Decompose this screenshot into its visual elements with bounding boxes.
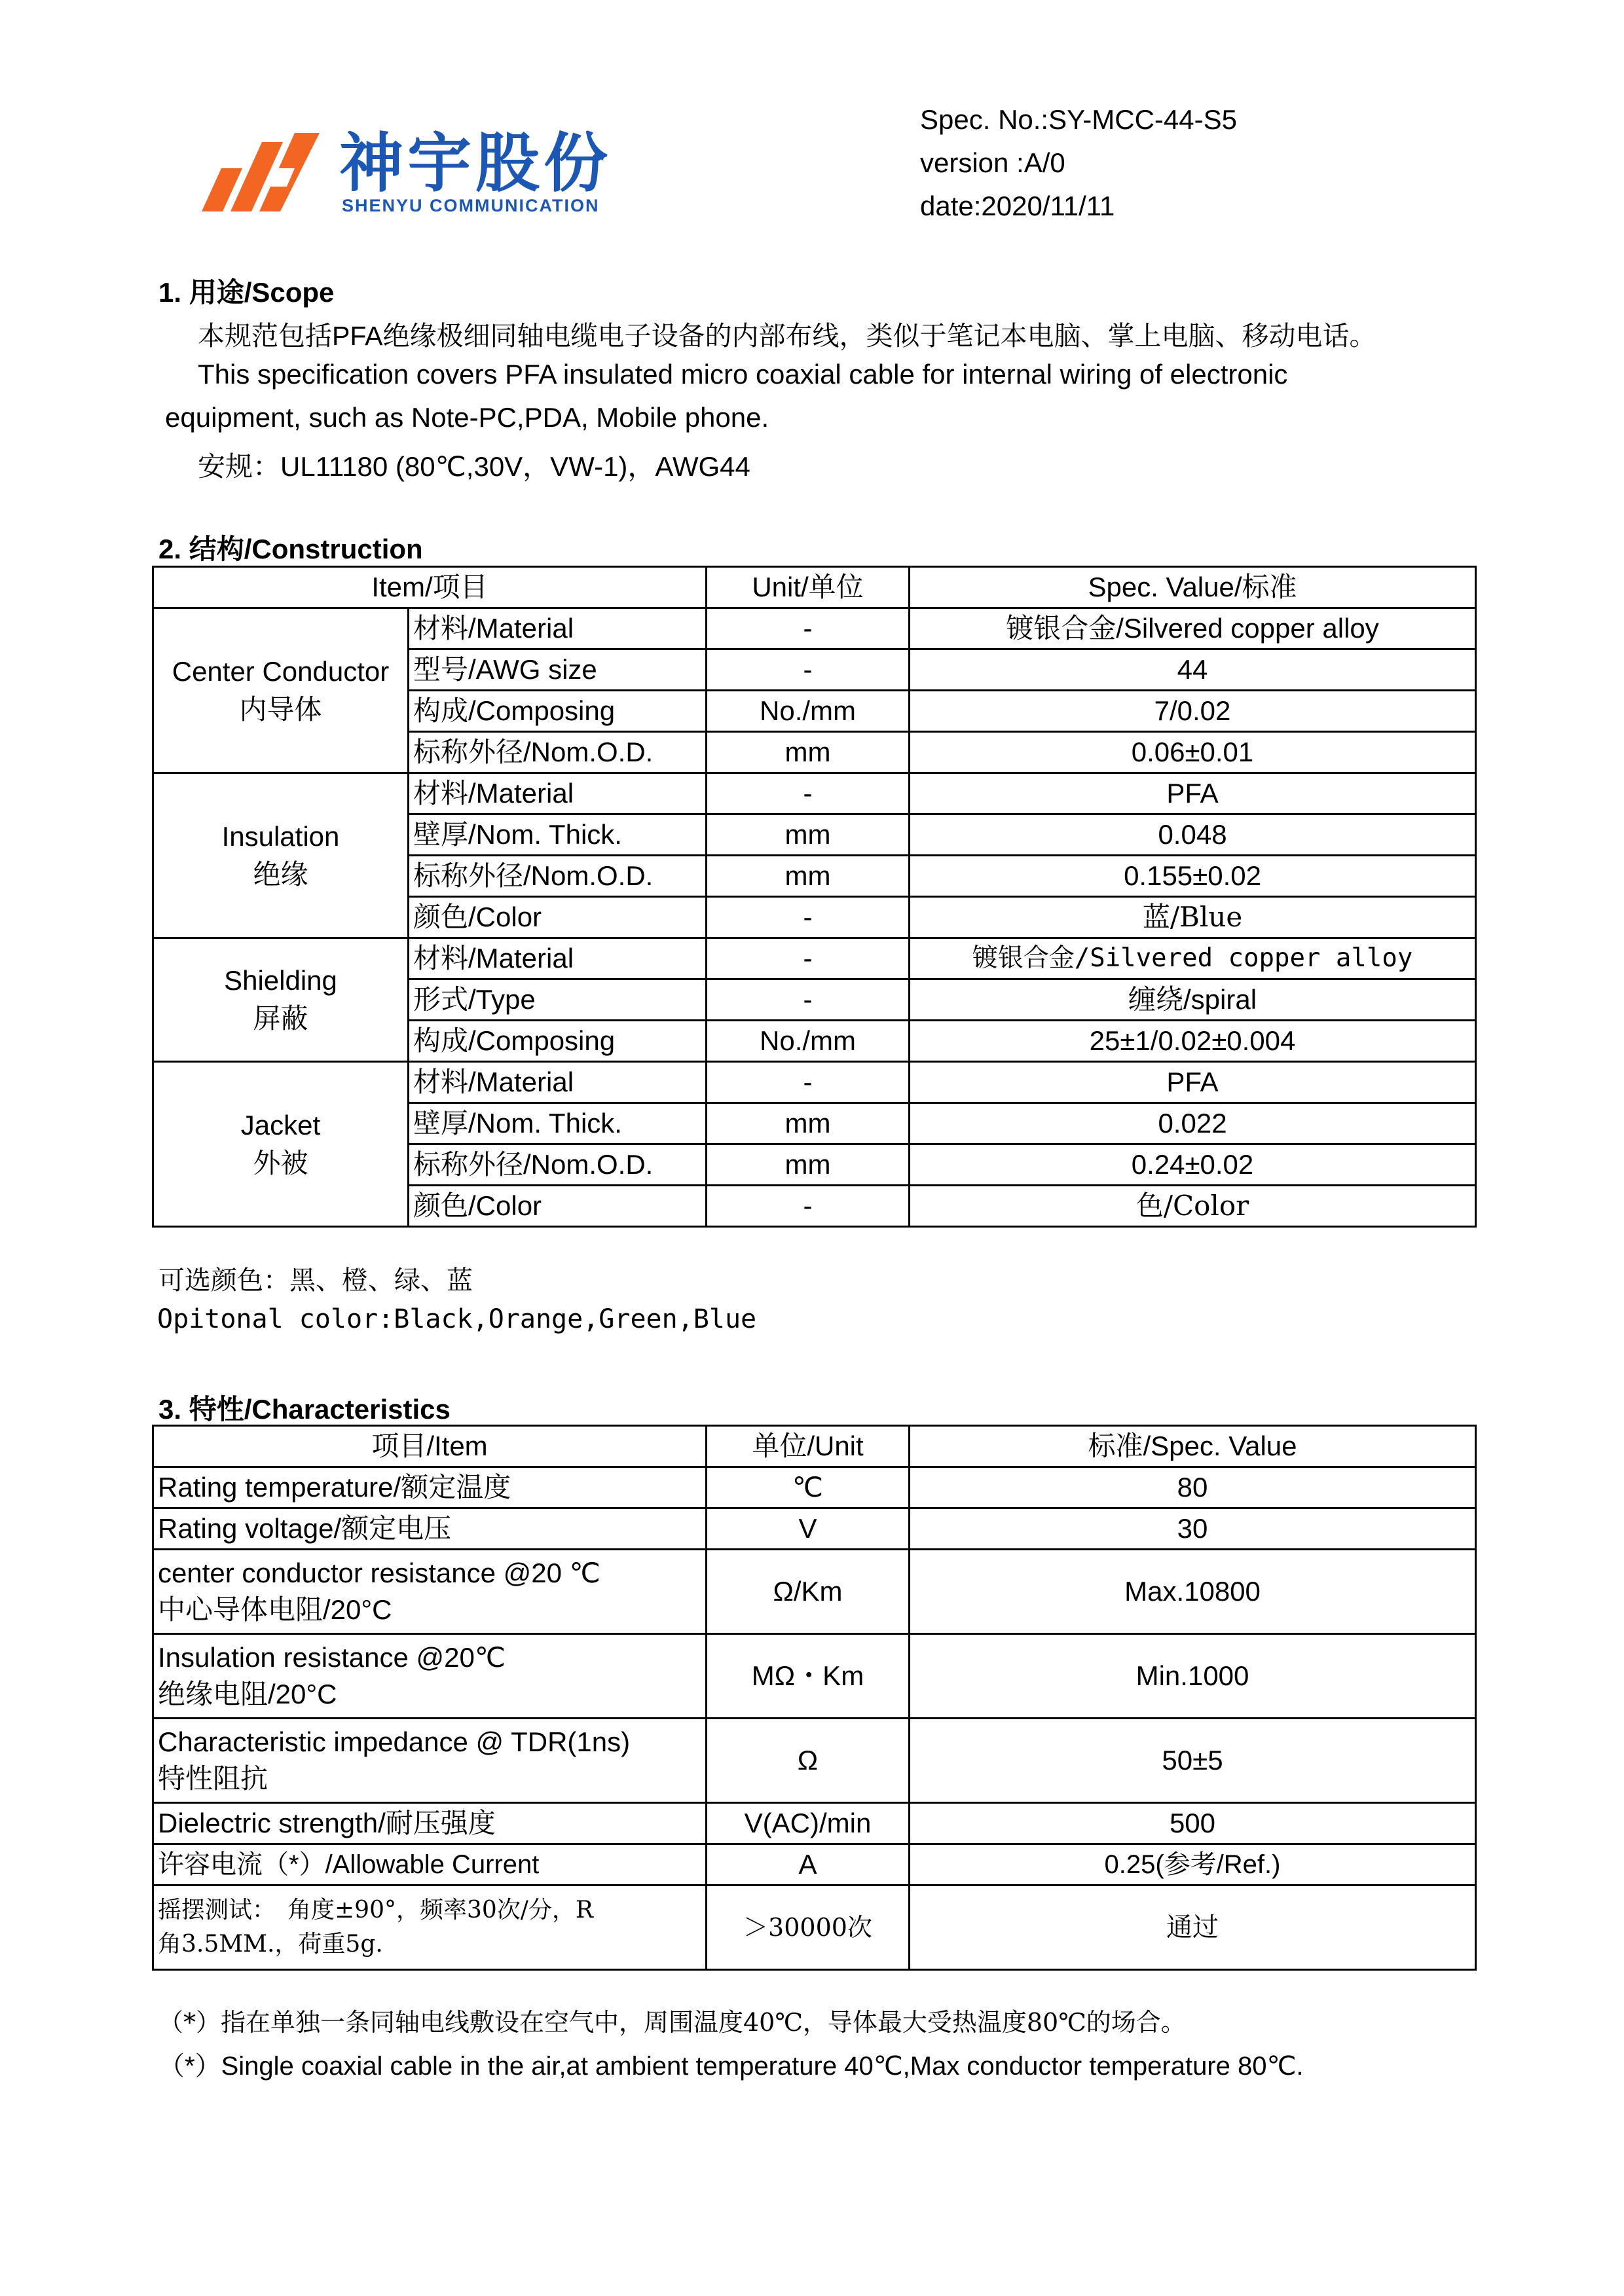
row-item: Rating voltage/额定电压 [153, 1508, 707, 1550]
table-row [153, 1467, 1476, 1508]
row-value: 0.06±0.01 [910, 732, 1476, 773]
row-unit: - [707, 1062, 910, 1103]
row-unit: ℃ [707, 1467, 910, 1508]
row-item-line-2: 特性阻抗 [158, 1763, 268, 1794]
row-value: 色/Color [910, 1186, 1476, 1227]
group-insulation [153, 773, 409, 938]
row-value: PFA [910, 1062, 1476, 1103]
header-item: 项目/Item [153, 1426, 707, 1467]
table-row [153, 1844, 1476, 1886]
row-unit: mm [707, 1144, 910, 1186]
scope-en-line-2: equipment, such as Note-PC,PDA, Mobile phone. [165, 402, 769, 433]
characteristics-title: 3. 特性/Characteristics [158, 1394, 451, 1425]
row-value: 44 [910, 649, 1476, 691]
spec-version: version :A/0 [920, 147, 1065, 178]
scope-en-line-1: This specification covers PFA insulated micro coaxial cable for internal wiring of electronic [198, 359, 1288, 390]
row-item-line-1: Insulation resistance @20℃ [158, 1642, 506, 1673]
table-row [153, 1886, 1476, 1970]
row-item [153, 1886, 707, 1970]
optional-colors-en: Opitonal color:Black,Orange,Green,Blue [157, 1304, 757, 1334]
characteristics-table [152, 1425, 1477, 1971]
row-item-line-2: 角3.5MM.，荷重5g. [158, 1931, 383, 1958]
row-value: 蓝/Blue [910, 897, 1476, 938]
row-item [153, 1719, 707, 1803]
row-value: 0.048 [910, 814, 1476, 856]
group-name-cn: 内导体 [239, 693, 322, 725]
table-row [153, 938, 1476, 979]
table-row [153, 1634, 1476, 1719]
header-unit: 单位/Unit [707, 1426, 910, 1467]
row-unit: V(AC)/min [707, 1803, 910, 1844]
row-unit: mm [707, 1103, 910, 1144]
row-item-line-1: center conductor resistance @20 ℃ [158, 1558, 600, 1588]
row-unit: Ω/Km [707, 1550, 910, 1634]
scope-title: 1. 用途/Scope [158, 277, 335, 308]
row-unit: mm [707, 856, 910, 897]
construction-table [152, 566, 1477, 1228]
header-spec: 标准/Spec. Value [910, 1426, 1476, 1467]
row-item: 构成/Composing [409, 1021, 707, 1062]
row-unit: - [707, 649, 910, 691]
row-value: 80 [910, 1467, 1476, 1508]
row-value: 0.25(参考/Ref.) [910, 1844, 1476, 1886]
table-row [153, 608, 1476, 649]
row-item: 型号/AWG size [409, 649, 707, 691]
row-item [153, 1550, 707, 1634]
header-spec: Spec. Value/标准 [910, 567, 1476, 608]
row-item: 壁厚/Nom. Thick. [409, 1103, 707, 1144]
scope-cn-line: 本规范包括PFA绝缘极细同轴电缆电子设备的内部布线，类似于笔记本电脑、掌上电脑、移动电话。 [198, 321, 1376, 351]
row-unit: No./mm [707, 1021, 910, 1062]
table-row [153, 1550, 1476, 1634]
row-value: 镀银合金/Silvered copper alloy [910, 938, 1476, 979]
row-item: 材料/Material [409, 773, 707, 814]
construction-header-row [153, 567, 1476, 608]
row-value: 30 [910, 1508, 1476, 1550]
row-item: 许容电流（*）/Allowable Current [153, 1844, 707, 1886]
characteristics-header-row [153, 1426, 1476, 1467]
spec-number: Spec. No.:SY-MCC-44-S5 [920, 104, 1237, 135]
table-row [153, 1719, 1476, 1803]
row-value: 500 [910, 1803, 1476, 1844]
row-item-line-1: Characteristic impedance @ TDR(1ns) [158, 1726, 631, 1757]
row-unit: mm [707, 814, 910, 856]
row-unit: - [707, 608, 910, 649]
row-value: 镀银合金/Silvered copper alloy [910, 608, 1476, 649]
row-item: 颜色/Color [409, 1186, 707, 1227]
table-row [153, 773, 1476, 814]
row-item: 形式/Type [409, 979, 707, 1021]
footnote-cn: （*）指在单独一条同轴电线敷设在空气中，周围温度40℃，导体最大受热温度80℃的场合。 [158, 2008, 1186, 2037]
table-row [153, 1062, 1476, 1103]
row-item: 材料/Material [409, 938, 707, 979]
brand-name-cn: 神宇股份 [339, 126, 612, 201]
row-item-line-1: 摇摆测试： 角度±90°，频率30次/分，R [158, 1897, 594, 1923]
row-item: 材料/Material [409, 608, 707, 649]
row-item: 标称外径/Nom.O.D. [409, 856, 707, 897]
row-value: 25±1/0.02±0.004 [910, 1021, 1476, 1062]
row-item: 颜色/Color [409, 897, 707, 938]
table-row [153, 1508, 1476, 1550]
row-value: 0.155±0.02 [910, 856, 1476, 897]
logo-mark-icon [196, 128, 327, 219]
group-name-en: Shielding [224, 965, 337, 996]
row-unit: - [707, 938, 910, 979]
group-name-en: Jacket [240, 1109, 321, 1140]
row-value: 0.022 [910, 1103, 1476, 1144]
row-value: Max.10800 [910, 1550, 1476, 1634]
row-unit: No./mm [707, 691, 910, 732]
row-unit: - [707, 1186, 910, 1227]
row-item: 壁厚/Nom. Thick. [409, 814, 707, 856]
row-item [153, 1634, 707, 1719]
row-value: 缠绕/spiral [910, 979, 1476, 1021]
row-value: 50±5 [910, 1719, 1476, 1803]
row-item: Rating temperature/额定温度 [153, 1467, 707, 1508]
spec-info [920, 98, 1237, 228]
row-unit: A [707, 1844, 910, 1886]
row-unit: mm [707, 732, 910, 773]
scope-safety: 安规：UL11180 (80℃,30V，VW-1)，AWG44 [198, 451, 750, 482]
row-unit: - [707, 979, 910, 1021]
brand-name-en: SHENYU COMMUNICATION [342, 196, 600, 215]
row-value: 7/0.02 [910, 691, 1476, 732]
group-center-conductor [153, 608, 409, 773]
row-unit: Ω [707, 1719, 910, 1803]
row-item: 标称外径/Nom.O.D. [409, 732, 707, 773]
group-name-cn: 外被 [253, 1147, 308, 1178]
row-item: 标称外径/Nom.O.D. [409, 1144, 707, 1186]
row-item: 材料/Material [409, 1062, 707, 1103]
group-name-en: Center Conductor [172, 655, 390, 687]
row-item: Dielectric strength/耐压强度 [153, 1803, 707, 1844]
header-item: Item/项目 [153, 567, 707, 608]
construction-title: 2. 结构/Construction [158, 534, 423, 564]
row-unit: - [707, 773, 910, 814]
footnote-en: （*）Single coaxial cable in the air,at ambient temperature 40℃,Max conductor temperature 80℃. [158, 2052, 1304, 2081]
group-name-cn: 绝缘 [253, 858, 308, 890]
row-value: Min.1000 [910, 1634, 1476, 1719]
row-unit: MΩ・Km [707, 1634, 910, 1719]
header-unit: Unit/单位 [707, 567, 910, 608]
group-shielding [153, 938, 409, 1062]
group-name-en: Insulation [221, 820, 340, 852]
group-name-cn: 屏蔽 [253, 1003, 308, 1034]
table-row [153, 1803, 1476, 1844]
row-item-line-2: 绝缘电阻/20°C [158, 1679, 337, 1709]
row-value: 通过 [910, 1886, 1476, 1970]
row-item: 构成/Composing [409, 691, 707, 732]
company-logo [196, 128, 629, 219]
optional-colors-cn: 可选颜色：黑、橙、绿、蓝 [158, 1266, 473, 1296]
row-value: PFA [910, 773, 1476, 814]
spec-date: date:2020/11/11 [920, 191, 1115, 221]
group-jacket [153, 1062, 409, 1227]
row-value: 0.24±0.02 [910, 1144, 1476, 1186]
row-item-line-2: 中心导体电阻/20°C [158, 1594, 392, 1625]
row-unit: - [707, 897, 910, 938]
row-unit: V [707, 1508, 910, 1550]
row-unit: ＞30000次 [707, 1886, 910, 1970]
